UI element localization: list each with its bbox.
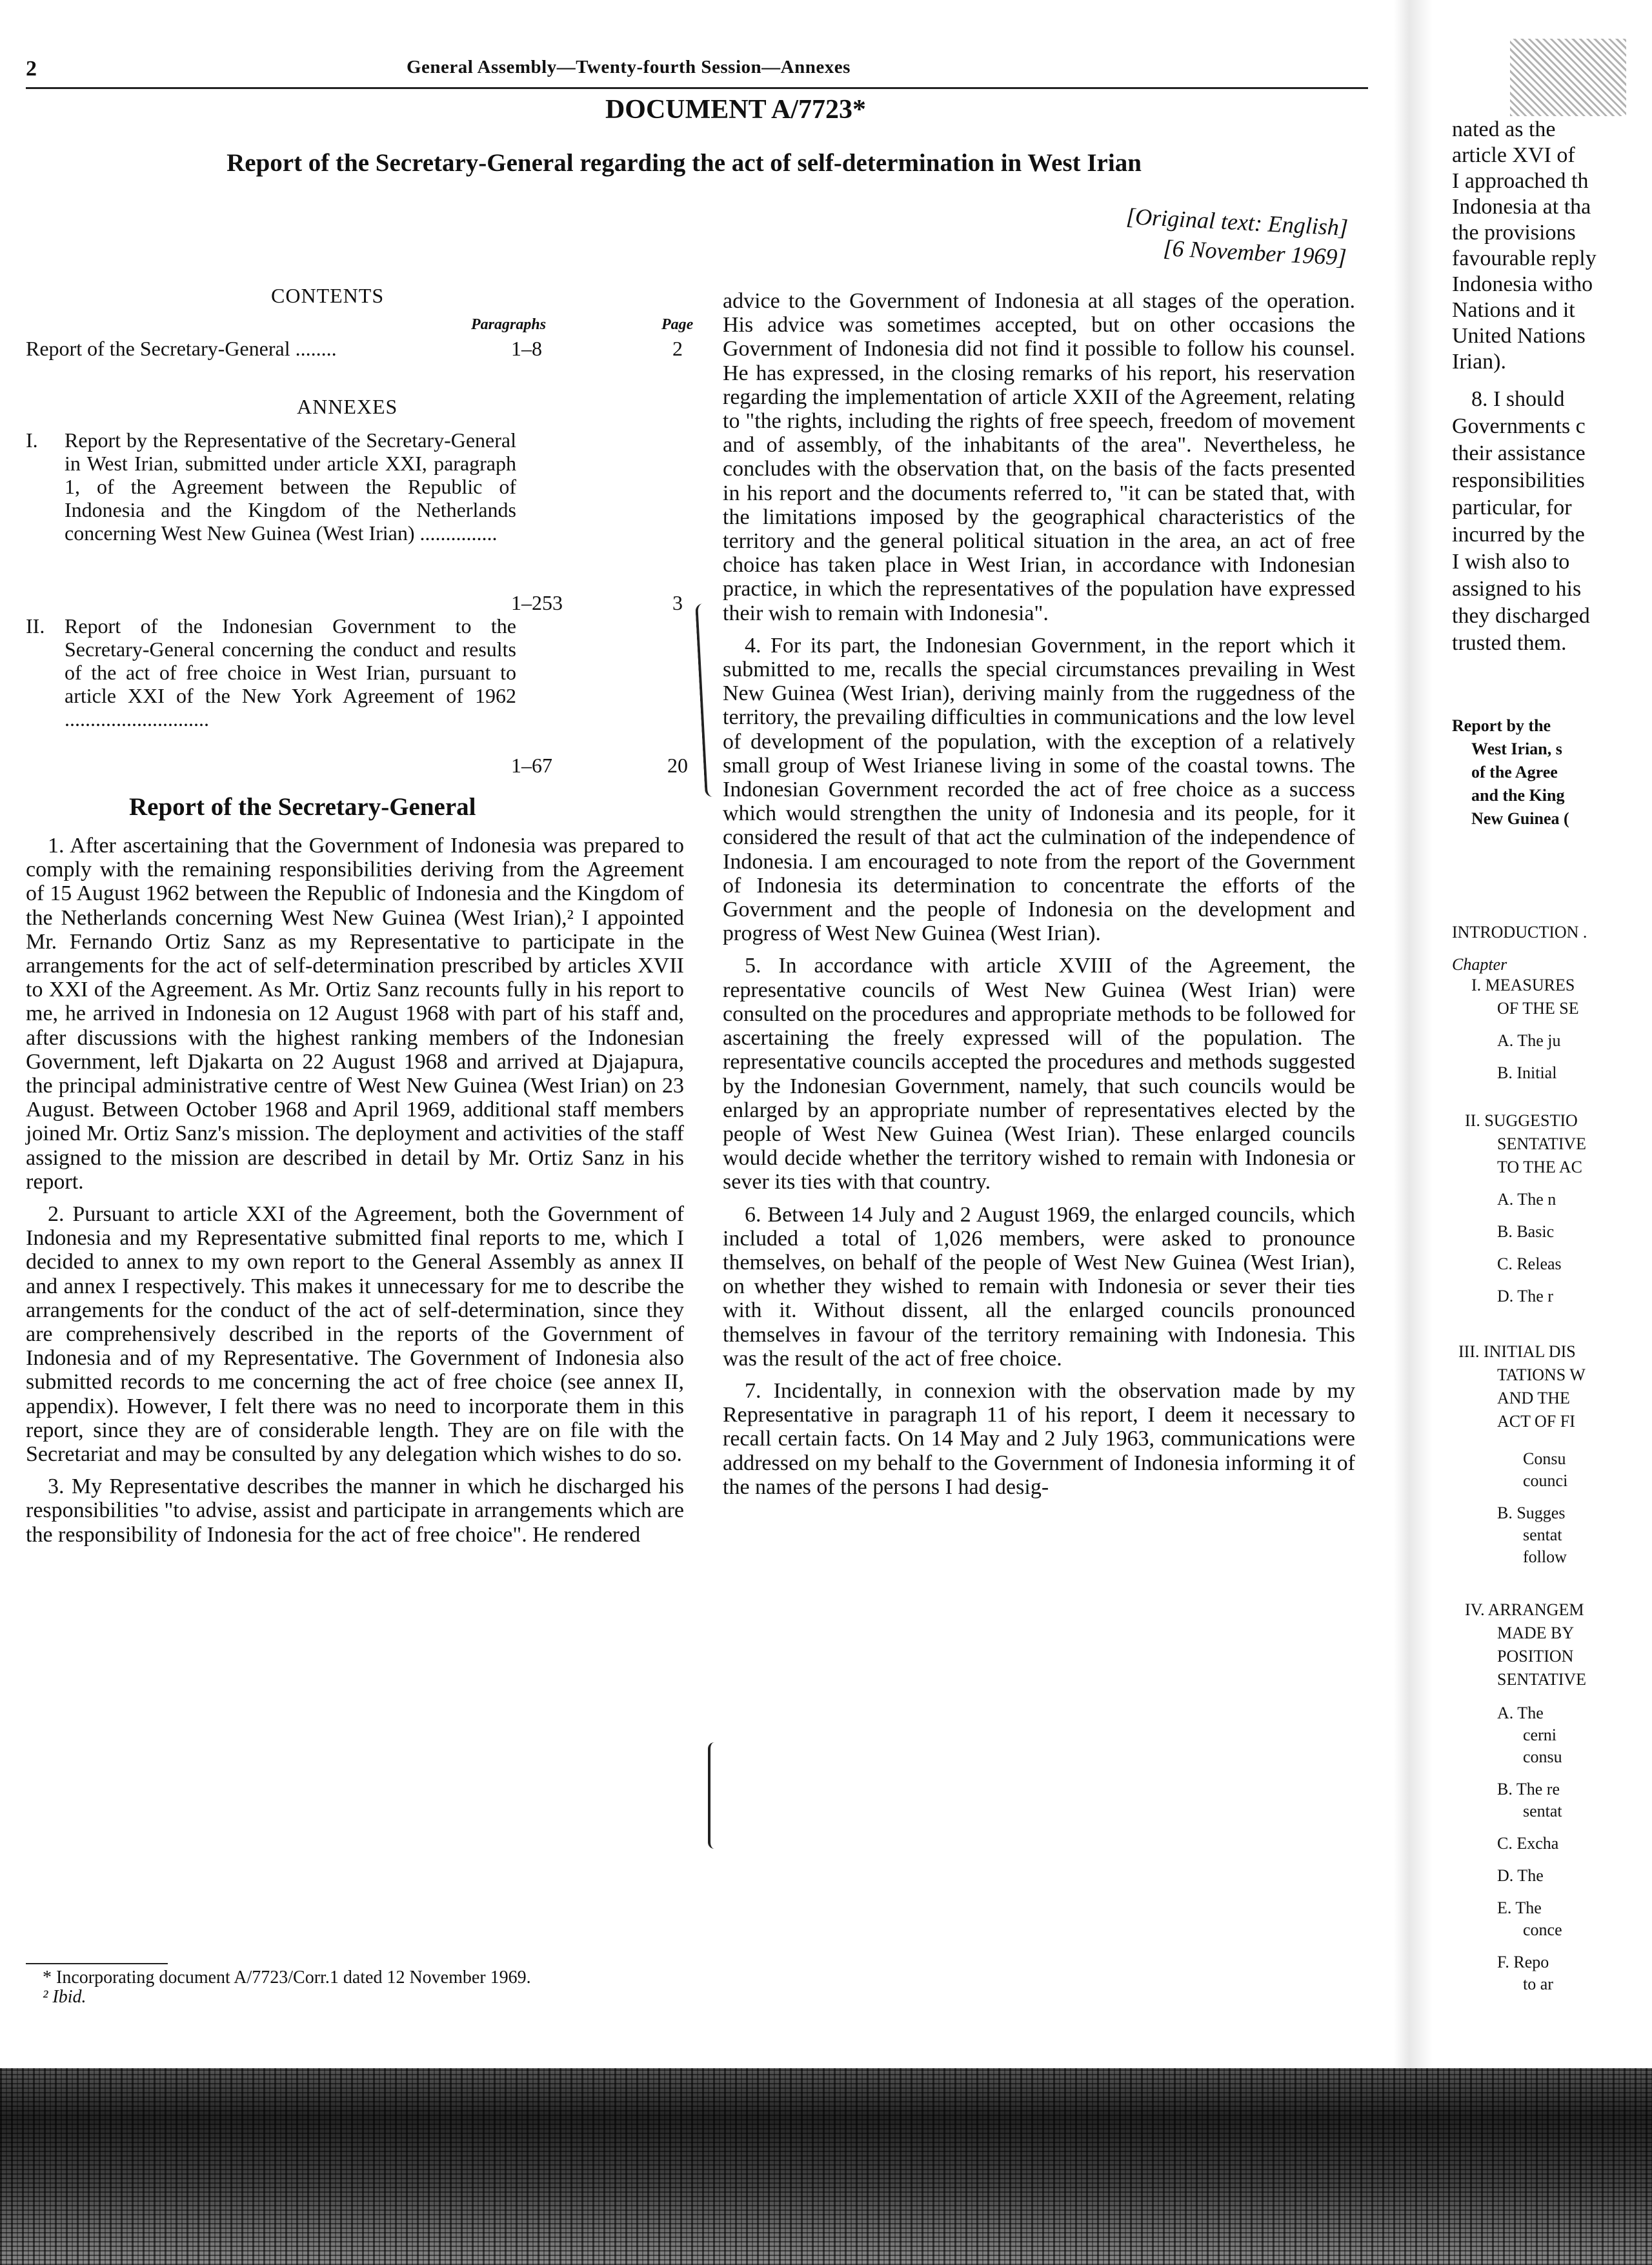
facing-line: B. Sugges	[1497, 1504, 1566, 1522]
toc-entry-number: II.	[26, 614, 45, 638]
facing-line: United Nations	[1452, 324, 1586, 348]
running-header: General Assembly—Twenty-fourth Session—Annexes	[407, 57, 851, 77]
footnotes	[26, 1968, 684, 2007]
facing-line: Indonesia at tha	[1452, 195, 1591, 219]
facing-line: New Guinea (	[1471, 809, 1569, 828]
page-number: 2	[26, 57, 37, 81]
facing-line: TATIONS W	[1497, 1365, 1586, 1384]
facing-line: Report by the	[1452, 716, 1551, 735]
facing-line: II. SUGGESTIO	[1465, 1111, 1578, 1130]
footnote: * Incorporating document A/7723/Corr.1 dated 12 November 1969.	[43, 1968, 531, 1988]
footnote-rule	[26, 1963, 168, 1964]
facing-line: A. The	[1497, 1704, 1544, 1722]
toc-entry-text: Report by the Representative of the Secretary-General in West Irian, submitted under article XXI, paragraph 1, of the Agreement between the Republic of Indonesia and the Kingdom of the Netherlands concerning West New Guinea (West Irian) ...............	[65, 428, 516, 545]
facing-line: Indonesia witho	[1452, 272, 1593, 296]
facing-line: B. Initial	[1497, 1063, 1557, 1082]
facing-line: sentat	[1523, 1525, 1562, 1544]
facing-line: Consu	[1523, 1449, 1566, 1468]
header-rule	[26, 87, 1368, 89]
facing-line: I. MEASURES	[1471, 976, 1575, 994]
left-column-body	[26, 834, 684, 1555]
facing-line: follow	[1523, 1547, 1567, 1566]
facing-line: SENTATIVE	[1497, 1670, 1587, 1689]
facing-line: cerni	[1523, 1726, 1556, 1744]
facing-line: OF THE SE	[1497, 999, 1579, 1018]
toc-entry-paragraphs: 1–8	[511, 337, 542, 360]
report-heading: Report of the Secretary-General	[129, 793, 476, 821]
facing-line: A. The n	[1497, 1190, 1556, 1209]
facing-line: assigned to his	[1452, 577, 1582, 601]
facing-line: F. Repo	[1497, 1953, 1549, 1971]
facing-line: 8. I should	[1471, 387, 1565, 411]
toc-entry-page: 20	[667, 754, 688, 777]
paragraph-4: 4. For its part, the Indonesian Government, in the report which it submitted to me, recalls the special circumstances prevailing in West New Guinea (West Irian), deriving mainly from the ruggedness of the territory, the prevailing difficulties in communications and the low level of development of the population, with the exception of a relatively small group of West Irianese living in some of the coastal towns. The Indonesian Government recorded the act of free choice as a success which would strengthen the unity of Indonesia and its people, for it considered the result of that act the culmination of the independence of Indonesia. I am encouraged to note from the report of the Government of Indonesia its determination to concentrate the efforts of the Government and the people of Indonesia on the development and progress of West New Guinea (West Irian).	[723, 633, 1355, 946]
facing-line: I approached th	[1452, 169, 1589, 193]
margin-bracket-mark	[695, 603, 721, 798]
footnote: ² Ibid.	[43, 1987, 86, 2007]
original-language: [Original text: English]	[1125, 203, 1349, 241]
paragraph-5: 5. In accordance with article XVIII of the Agreement, the representative councils of West New Guinea (West Irian) were consulted on the procedures and appropriate methods to be followed for ascertaining the freely expressed will of the population. The representative councils accepted the procedures and methods suggested by the Indonesian Government, namely, that such councils would be enlarged by an appropriate number of representatives elected by the people of West New Guinea (West Irian). These enlarged councils would decide whether the territory wished to remain with Indonesia or sever its ties with that country.	[723, 954, 1355, 1194]
contents-heading: CONTENTS	[271, 284, 385, 307]
toc-entry-number: I.	[26, 428, 38, 452]
facing-page-fragment	[1426, 0, 1652, 2265]
paragraph-3-continued: advice to the Government of Indonesia at all stages of the operation. His advice was sometimes accepted, but on other occasions the Government of Indonesia did not find it possible to follow his counsel. He has expressed, in the closing remarks of his report, his reservation regarding the implementation of article XXII of the Agreement, relating to "the rights, including the rights of free speech, freedom of movement and of assembly, of the inhabitants of the area". Nevertheless, he concludes with the observation that, on the basis of the facts presented in his report and the documents referred to, "it can be stated that, with the limitations imposed by the geographical characteristics of the territory and the general political situation in the area, an act of free choice has taken place in West Irian, in accordance with Indonesian practice, in which the representatives of the population have expressed their wish to remain with Indonesia".	[723, 289, 1355, 625]
facing-line: nated as the	[1452, 117, 1556, 141]
facing-line: of the Agree	[1471, 763, 1558, 781]
facing-line: POSITION	[1497, 1647, 1574, 1666]
facing-line: sentat	[1523, 1802, 1562, 1820]
facing-line: incurred by the	[1452, 523, 1585, 547]
facing-line: favourable reply	[1452, 247, 1597, 270]
facing-line: AND THE	[1497, 1389, 1570, 1407]
paragraph-7: 7. Incidentally, in connexion with the observation made by my Representative in paragraph 11 of his report, I deem it necessary to recall certain facts. On 14 May and 2 July 1963, communications were addressed on my behalf to the Government of Indonesia informing it of the names of the persons I had desig-	[723, 1378, 1355, 1499]
facing-line: III. INITIAL DIS	[1458, 1342, 1576, 1361]
paragraph-1: 1. After ascertaining that the Government of Indonesia was prepared to comply with the remaining responsibilities deriving from the Agreement of 15 August 1962 between the Republic of Indonesia and the Kingdom of the Netherlands concerning West New Guinea (West Irian),² I appointed Mr. Fernando Ortiz Sanz as my Representative to participate in the arrangements for the act of self-determination prescribed by articles XVII to XXI of the Agreement. As Mr. Ortiz Sanz recounts fully in his report to me, he arrived in Indonesia on 12 August 1968 with part of his staff and, after discussions with the highest ranking members of the Indonesian Government, left Djakarta on 22 August 1968 and arrived at Djajapura, the principal administrative centre of West New Guinea (West Irian) on 23 August. Between October 1968 and April 1969, additional staff members joined Mr. Ortiz Sanz's mission. The deployment and activities of the staff assigned to the mission are described in detail by Mr. Ortiz Sanz in his report.	[26, 834, 684, 1194]
toc-entry-paragraphs: 1–67	[511, 754, 552, 777]
facing-line: and the King	[1471, 786, 1565, 805]
facing-line: B. Basic	[1497, 1222, 1555, 1241]
facing-line: MADE BY	[1497, 1624, 1575, 1642]
facing-line: D. The r	[1497, 1287, 1553, 1305]
facing-line: E. The	[1497, 1898, 1542, 1917]
toc-entry-text: Report of the Secretary-General ........	[26, 337, 337, 360]
facing-line: Governments c	[1452, 414, 1586, 438]
paragraph-2: 2. Pursuant to article XXI of the Agreement, both the Government of Indonesia and my Representative submitted final reports to me, which I decided to annex to my own report to the General Assembly as annex II and annex I respectively. This makes it unnecessary for me to describe the arrangements for the conduct of the act of self-determination, since they are comprehensively described in the reports of the Government of Indonesia and of my Representative. The Government of Indonesia also submitted records to me concerning the act of free choice (see annex II, appendix). However, I felt there was no need to incorporate them in this report, since they are of considerable length. They are on file with the Secretariat and may be consulted by any delegation which wishes to do so.	[26, 1202, 684, 1467]
scan-artifact	[1510, 39, 1626, 116]
facing-line: conce	[1523, 1920, 1562, 1939]
facing-line: C. Releas	[1497, 1254, 1562, 1273]
facing-line: I wish also to	[1452, 550, 1570, 574]
paragraph-6: 6. Between 14 July and 2 August 1969, the enlarged councils, which included a total of 1,026 members, were asked to pronounce themselves, on behalf of the people of West New Guinea (West Irian), on whether they wished to remain with Indonesia or sever their ties with it. Without dissent, all the enlarged councils pronounced themselves in favour of the territory remaining with Indonesia. This was the result of the act of free choice.	[723, 1202, 1355, 1371]
facing-line: ACT OF FI	[1497, 1412, 1575, 1431]
facing-line: Irian).	[1452, 350, 1507, 374]
facing-line: counci	[1523, 1471, 1568, 1490]
facing-line: A. The ju	[1497, 1031, 1561, 1050]
toc-entry-page: 2	[672, 337, 683, 360]
document-date: [6 November 1969]	[1162, 235, 1347, 270]
facing-line: Nations and it	[1452, 298, 1575, 322]
scan-artifact	[0, 2068, 1652, 2265]
facing-line: trusted them.	[1452, 631, 1567, 655]
facing-line: B. The re	[1497, 1780, 1560, 1798]
facing-line: to ar	[1523, 1975, 1553, 1993]
paragraph-3: 3. My Representative describes the manner in which he discharged his responsibilities "to advise, assist and participate in arrangements which are the responsibility of Indonesia for the act of free choice". He rendered	[26, 1475, 684, 1547]
facing-line: Chapter	[1452, 955, 1507, 974]
toc-entry-text: Report of the Indonesian Government to the Secretary-General concerning the conduct and results of the act of free choice in West Irian, pursuant to article XXI of the New York Agreement of 1962 ............................	[65, 614, 516, 730]
annexes-heading: ANNEXES	[297, 395, 398, 418]
margin-bracket-mark	[708, 1742, 720, 1849]
facing-line: D. The	[1497, 1866, 1544, 1885]
facing-line: article XVI of	[1452, 143, 1575, 167]
facing-line: SENTATIVE	[1497, 1134, 1587, 1153]
facing-line: they discharged	[1452, 604, 1590, 628]
right-column-body	[723, 289, 1355, 1507]
facing-line: responsibilities	[1452, 468, 1585, 492]
toc-entry-paragraphs: 1–253	[511, 591, 563, 614]
facing-line: particular, for	[1452, 496, 1572, 519]
facing-line: the provisions	[1452, 221, 1576, 245]
facing-line: TO THE AC	[1497, 1158, 1582, 1176]
paragraphs-column-header: Paragraphs	[471, 316, 547, 333]
document-title: Report of the Secretary-General regarding the act of self-determination in West Irian	[227, 149, 1142, 177]
original-text-note	[1043, 197, 1349, 272]
facing-line: West Irian, s	[1471, 740, 1562, 758]
facing-line: consu	[1523, 1747, 1562, 1766]
contents-column-headers	[26, 316, 694, 336]
toc-entry-page: 3	[672, 591, 683, 614]
document-number: DOCUMENT A/7723*	[605, 95, 867, 125]
facing-line: INTRODUCTION .	[1452, 923, 1587, 941]
facing-line: IV. ARRANGEM	[1465, 1600, 1584, 1619]
page-column-header: Page	[661, 316, 694, 333]
facing-line: their assistance	[1452, 441, 1586, 465]
facing-line: C. Excha	[1497, 1834, 1559, 1853]
